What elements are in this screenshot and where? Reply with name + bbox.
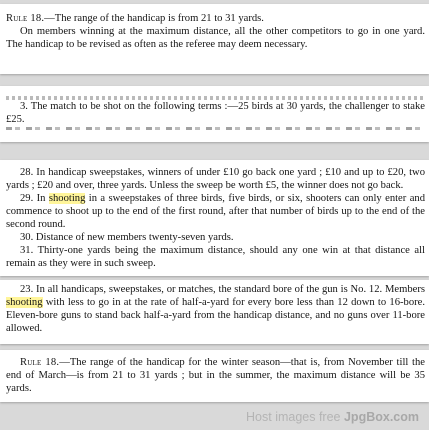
rule-18-line xyxy=(6,12,425,25)
rule-label: Rule 18. xyxy=(6,13,45,24)
rule-18-paragraph: On members winning at the maximum distance, all the other competitors to go in one yard. The handicap to be revised as often as the referee may deem necessary. xyxy=(6,26,425,50)
rule-31-paragraph: 31. Thirty-one yards being the maximum distance, should any one win at that distance all remain as they were in such sweep. xyxy=(6,245,425,269)
rule-29-paragraph xyxy=(6,192,425,231)
watermark-prefix: Host images free xyxy=(246,410,344,424)
rule-29-rest: in a sweepstakes of three birds, five birds, or six, shooters can only enter and commence to shoot up to the end of the first round, after that number of birds up to the end of the second round. xyxy=(6,193,425,230)
rule-text: —The range of the handicap for the winter season—that is, from November till the end of March—is from 21 to 31 yards ; but in the summer, the maximum distance will be 35 yards. xyxy=(6,357,425,394)
rule-29-start: 29. In xyxy=(20,193,49,204)
rule-23-start: 23. In all handicaps, sweepstakes, or matches, the standard bore of the gun is No. 12. Members xyxy=(20,284,425,295)
excerpt-sweepstakes-rules xyxy=(0,160,429,276)
rule-30-paragraph: 30. Distance of new members twenty-seven yards. xyxy=(20,232,234,243)
rule-18-winter-paragraph xyxy=(6,356,425,395)
excerpt-match-terms xyxy=(0,86,429,142)
watermark xyxy=(246,410,419,424)
rule-text: —The range of the handicap is from 21 to 31 yards. xyxy=(44,13,264,24)
rule-label: Rule 18. xyxy=(20,357,60,368)
rule-28-paragraph: 28. In handicap sweepstakes, winners of under £10 go back one yard ; £10 and up to £20, two yards ; £20 and over, three yards. Unless the sweep be worth £5, the winner does not go back. xyxy=(6,167,425,191)
highlighted-term: shooting xyxy=(48,193,86,204)
highlighted-term: shooting xyxy=(6,297,43,308)
match-terms-paragraph: 3. The match to be shot on the following terms :—25 birds at 30 yards, the challenger to stake £25. xyxy=(6,101,425,125)
cut-line-top xyxy=(6,96,425,100)
excerpt-rule-18-winter xyxy=(0,350,429,402)
cut-line-bottom xyxy=(6,127,425,130)
excerpt-rule-18 xyxy=(0,4,429,74)
rule-23-rest: with less to go in at the rate of half-a-yard for every bore less than 12 down to 16-bore. Eleven-bore guns to stand back half-a-yard from the handicap distance, and no guns over 11-bore allowed. xyxy=(6,297,425,334)
rule-23-paragraph xyxy=(6,283,425,335)
excerpt-gun-bore xyxy=(0,280,429,344)
watermark-brand: JpgBox.com xyxy=(343,410,419,424)
